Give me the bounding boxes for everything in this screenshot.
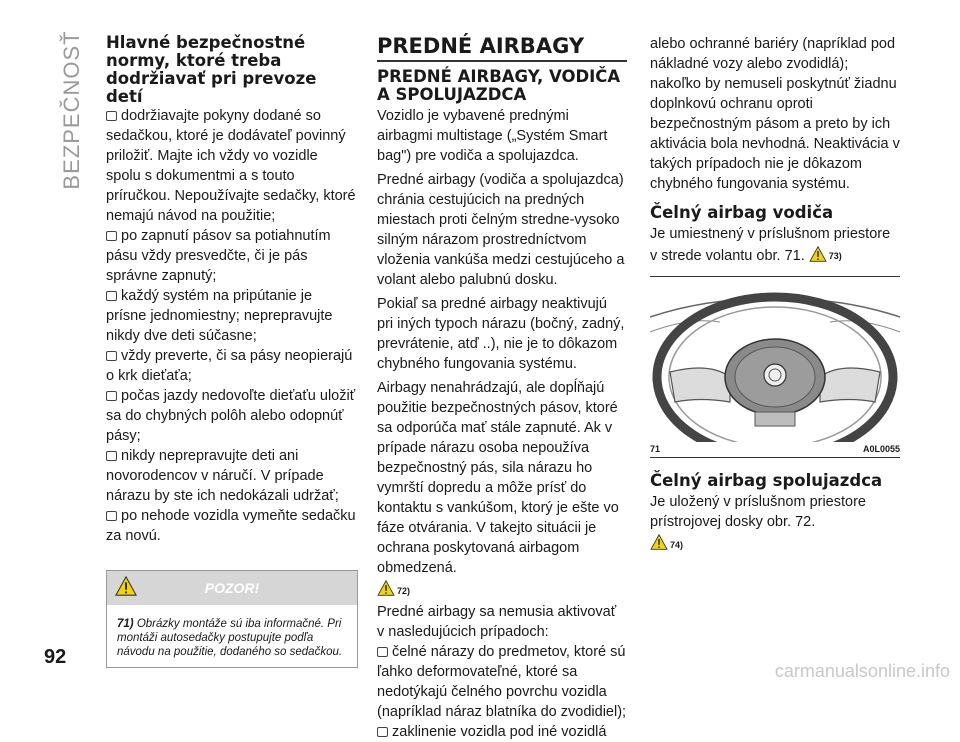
list-item: čelné nárazy do predmetov, ktoré sú ľahko deformovateľné, ktoré sa nedotýkajú čelného povrchu vozidla (napríklad náraz blatníka do zvodidiel); (377, 644, 627, 720)
page-number: 92 (44, 646, 67, 668)
list-item: každý systém na pripútanie je prísne jednomiestny; neprepravujte nikdy dve deti súčasne; (106, 288, 333, 344)
side-section-tab (60, 25, 84, 195)
warning-ref: 72) (397, 586, 411, 596)
driver-airbag-heading: Čelný airbag vodiča (650, 203, 834, 222)
checkbox-bullet-icon (377, 647, 388, 657)
column-2 (377, 34, 627, 742)
checkbox-bullet-icon (106, 291, 117, 301)
column-3 (650, 34, 900, 556)
figure-steering-wheel (650, 276, 900, 458)
watermark: carmanualsonline.info (774, 661, 950, 681)
warning-triangle-icon (650, 534, 668, 550)
warning-title: POZOR! (204, 580, 260, 596)
figure-number: 71 (650, 444, 661, 454)
paragraph: Je umiestnený v príslušnom priestore v strede volantu obr. 71. 73) (650, 226, 891, 264)
list-item: zaklinenie vozidla pod iné vozidlá (377, 722, 627, 742)
steering-wheel-illustration (650, 277, 900, 442)
warning-reference (650, 534, 683, 556)
paragraph: Je uložený v príslušnom priestore prístrojovej dosky obr. 72. (650, 494, 866, 530)
warning-reference (809, 246, 842, 262)
warning-ref: 73) (828, 251, 842, 261)
list-item: počas jazdy nedovoľte dieťaťu uložiť sa do chybných polôh alebo odopnúť pásy; (106, 388, 356, 444)
column-1 (106, 34, 356, 668)
side-section-label: BEZPEČNOSŤ (59, 30, 84, 190)
checkbox-bullet-icon (106, 511, 117, 521)
paragraph: Predné airbagy (vodiča a spolujazdca) chránia cestujúcich na predných miestach proti čelným stredne-vysoko silným nárazom prostredníctvom vloženia vankúša medzi cestujúceho a volant alebo palubnú dosku. (377, 172, 625, 288)
passenger-airbag-heading: Čelný airbag spolujazdca (650, 471, 883, 490)
warning-text: Obrázky montáže sú iba informačné. Pri montáži autosedačky postupujte podľa návodu na použitie, dodaného so sedačkou. (117, 618, 343, 658)
list-item: po zapnutí pásov sa potiahnutím pásu vždy presvedčte, či je pás správne zapnutý; (106, 228, 331, 284)
paragraph: Pokiaľ sa predné airbagy neaktivujú pri iných typoch nárazu (bočný, zadný, prevrátenie, atď ..), nie je to dôkazom chybného fungovania systému. (377, 296, 625, 372)
checkbox-bullet-icon (106, 451, 117, 461)
checkbox-bullet-icon (106, 351, 117, 361)
warning-triangle-icon (809, 246, 827, 262)
list-item: nikdy neprepravujte deti ani novorodencov v náručí. V prípade nárazu by ste ich nedokázali udržať; (106, 448, 339, 504)
warning-ref: 71) (117, 618, 134, 630)
warning-ref: 74) (670, 540, 684, 550)
front-airbags-subheading: PREDNÉ AIRBAGY, VODIČA A SPOLUJAZDCA (377, 67, 621, 104)
checkbox-bullet-icon (106, 111, 117, 121)
warning-reference (377, 580, 410, 602)
paragraph: Vozidlo je vybavené prednými airbagmi multistage („Systém Smart bag") pre vodiča a spolujazdca. (377, 108, 608, 164)
list-item: vždy preverte, či sa pásy neopierajú o krk dieťaťa; (106, 348, 353, 384)
list-item: po nehode vozidla vymeňte sedačku za novú. (106, 508, 356, 544)
figure-caption (650, 442, 900, 457)
figure-code: A0L0055 (862, 444, 900, 454)
list-item: dodržiavajte pokyny dodané so sedačkou, ktoré je dodávateľ povinný priložiť. Majte ich vždy vo vozidle spolu s dokumentmi a s touto príručkou. Nepoužívajte sedačky, ktoré nemajú návod na použitie; (106, 108, 356, 224)
section-title: PREDNÉ AIRBAGY (377, 34, 627, 62)
paragraph: Predné airbagy sa nemusia aktivovať v nasledujúcich prípadoch: (377, 604, 617, 640)
warning-triangle-icon (377, 580, 395, 596)
checkbox-bullet-icon (377, 727, 388, 737)
child-safety-heading: Hlavné bezpečnostné normy, ktoré treba dodržiavať pri prevoze detí (106, 33, 317, 106)
checkbox-bullet-icon (106, 231, 117, 241)
checkbox-bullet-icon (106, 391, 117, 401)
warning-box-header (107, 571, 357, 605)
paragraph: alebo ochranné bariéry (napríklad pod nákladné vozy alebo zvodidlá); nakoľko by nemuseli poskytnúť žiadnu doplnkovú ochranu oproti bezpečnostným pásom a preto by ich aktivácia bola nevhodná. Neaktivácia v takých prípadoch nie je dôkazom chybného fungovania systému. (650, 36, 900, 192)
warning-body (107, 605, 357, 667)
paragraph: Airbagy nenahrádzajú, ale dopĺňajú použitie bezpečnostných pásov, ktoré sa odporúča mať stále zapnuté. Ak v prípade nárazu osoba nepoužíva bezpečnostný pás, sila nárazu ho vymrští dopredu a môže prísť do kontaktu s vankúšom, ktorý je ešte vo fáze otvárania. V takejto situácii je ochrana poskytovaná airbagom obmedzená. (377, 380, 619, 576)
warning-box (106, 570, 358, 668)
